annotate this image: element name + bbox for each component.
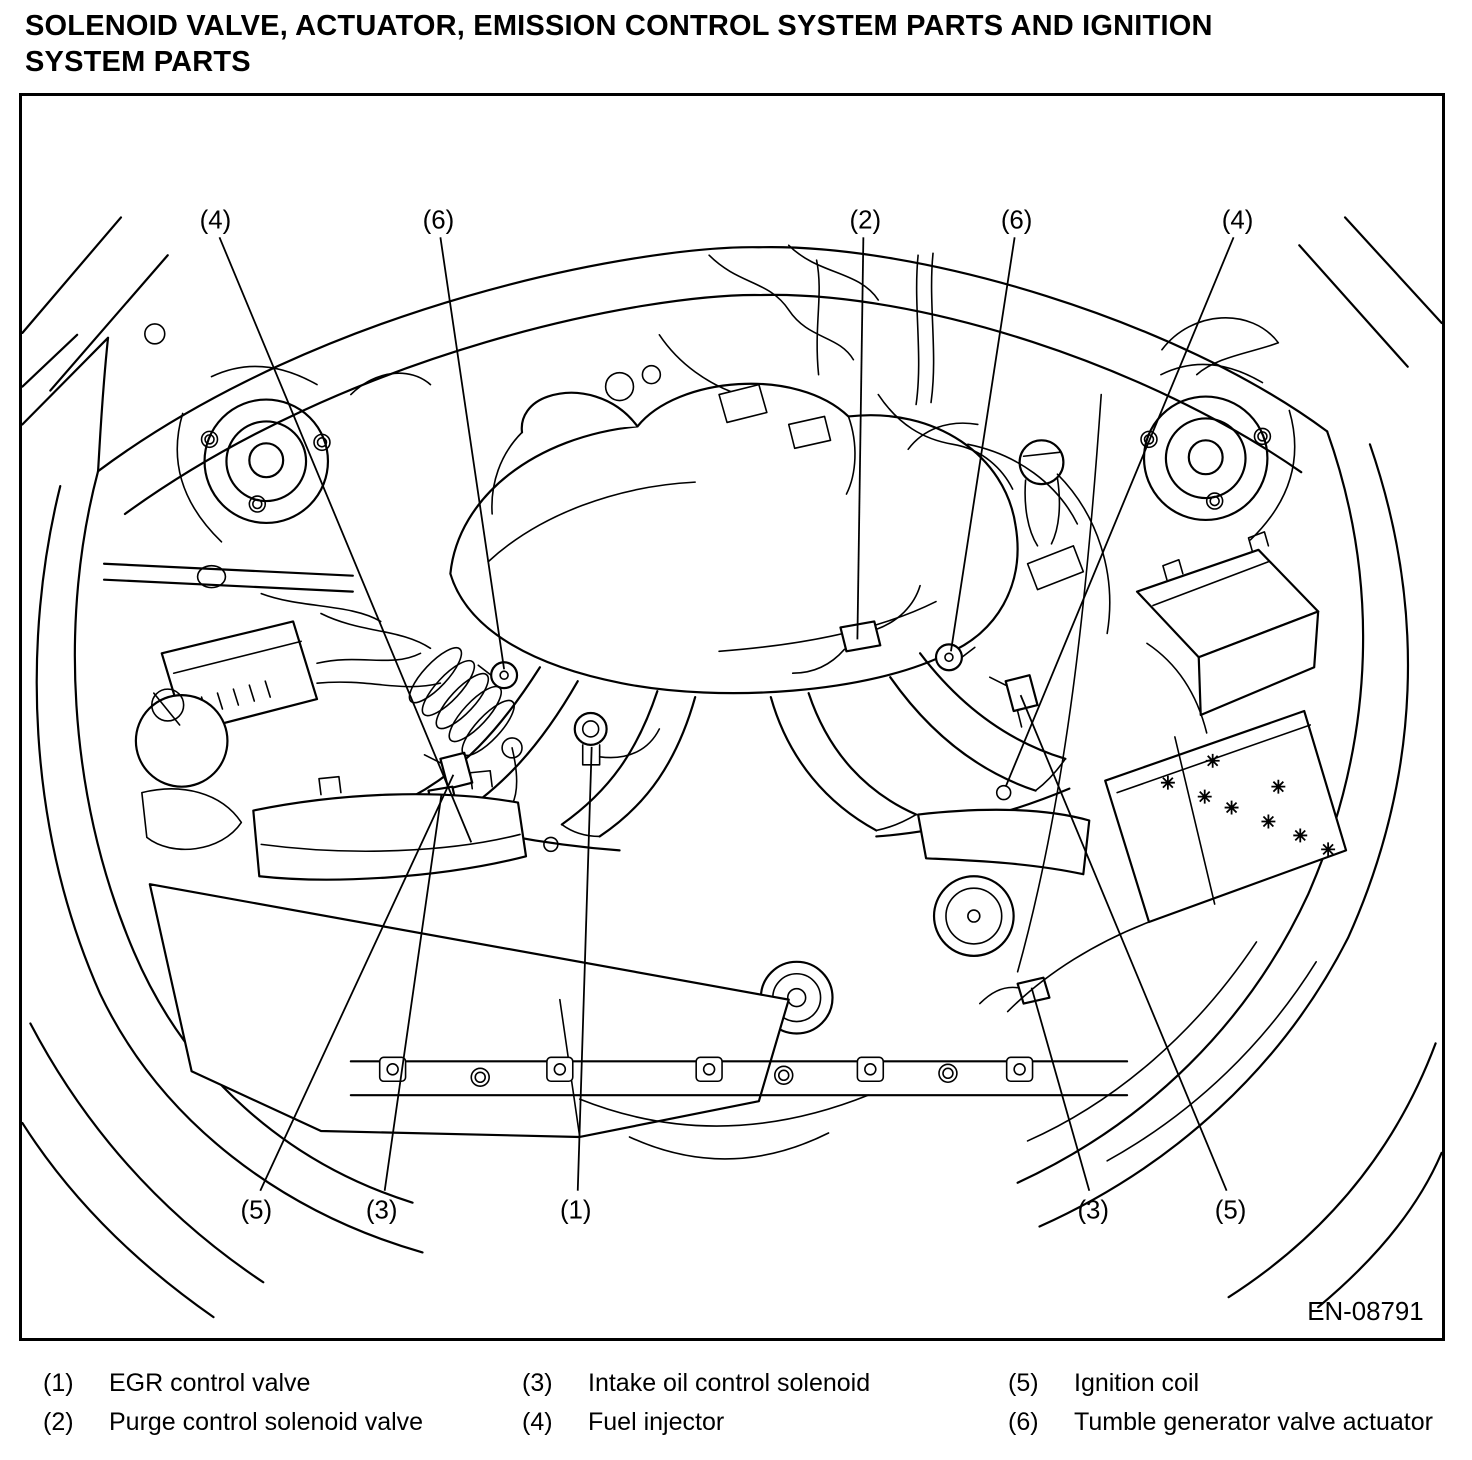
legend-item-text: Tumble generator valve actuator bbox=[1074, 1408, 1433, 1436]
legend-item-text: Ignition coil bbox=[1074, 1369, 1200, 1397]
legend-item-text: Intake oil control solenoid bbox=[588, 1369, 871, 1397]
callout-label-7: (1) bbox=[559, 1196, 592, 1225]
legend-item bbox=[1008, 1368, 1433, 1407]
page-title-line-1: SOLENOID VALVE, ACTUATOR, EMISSION CONTROL SYSTEM PARTS AND IGNITION bbox=[25, 10, 1213, 42]
page-title-line-2: SYSTEM PARTS bbox=[25, 46, 251, 78]
legend-column-3 bbox=[1008, 1368, 1433, 1446]
legend-item-number: (1) bbox=[43, 1369, 74, 1397]
callout-label-2: (2) bbox=[849, 206, 882, 235]
air-cleaner-box bbox=[253, 771, 526, 880]
legend-item bbox=[1008, 1407, 1433, 1446]
figure-code: EN-08791 bbox=[1307, 1298, 1424, 1327]
legend-item-number: (5) bbox=[1008, 1369, 1039, 1397]
callout-label-0: (4) bbox=[199, 206, 232, 235]
callout-label-5: (5) bbox=[240, 1196, 273, 1225]
legend-item-number: (3) bbox=[522, 1369, 553, 1397]
legend-item bbox=[522, 1407, 870, 1446]
left-strut-tower bbox=[177, 366, 330, 541]
legend-item bbox=[43, 1368, 423, 1407]
intake-oil-control-solenoid-right bbox=[980, 978, 1050, 1004]
legend-item-text: Purge control solenoid valve bbox=[109, 1408, 424, 1436]
legend-item bbox=[43, 1407, 423, 1446]
legend bbox=[0, 1368, 1472, 1458]
fan-shroud bbox=[150, 884, 789, 1137]
washer-reservoir bbox=[136, 695, 228, 787]
callout-label-8: (3) bbox=[1077, 1196, 1110, 1225]
legend-column-1 bbox=[43, 1368, 423, 1446]
legend-column-2 bbox=[522, 1368, 870, 1446]
legend-item-number: (6) bbox=[1008, 1408, 1039, 1436]
fuse-box bbox=[1137, 532, 1318, 715]
callout-leader-line-0 bbox=[219, 237, 471, 842]
fuel-injector-right bbox=[997, 786, 1011, 800]
page-title bbox=[25, 8, 1213, 80]
tumble-generator-valve-actuator-right bbox=[936, 644, 975, 670]
legend-item-text: Fuel injector bbox=[588, 1408, 725, 1436]
engine-bay-diagram bbox=[22, 96, 1442, 1338]
legend-item-number: (4) bbox=[522, 1408, 553, 1436]
callout-label-1: (6) bbox=[422, 206, 455, 235]
callout-label-9: (5) bbox=[1214, 1196, 1247, 1225]
callout-label-4: (4) bbox=[1221, 206, 1254, 235]
callout-label-6: (3) bbox=[365, 1196, 398, 1225]
tumble-generator-valve-actuator-left bbox=[478, 662, 517, 688]
intake-manifold bbox=[401, 384, 1070, 852]
diagram-frame bbox=[19, 93, 1445, 1341]
legend-item-number: (2) bbox=[43, 1408, 74, 1436]
legend-item-text: EGR control valve bbox=[109, 1369, 311, 1397]
callout-label-3: (6) bbox=[1000, 206, 1033, 235]
right-components bbox=[1008, 395, 1346, 1161]
legend-item bbox=[522, 1368, 870, 1407]
